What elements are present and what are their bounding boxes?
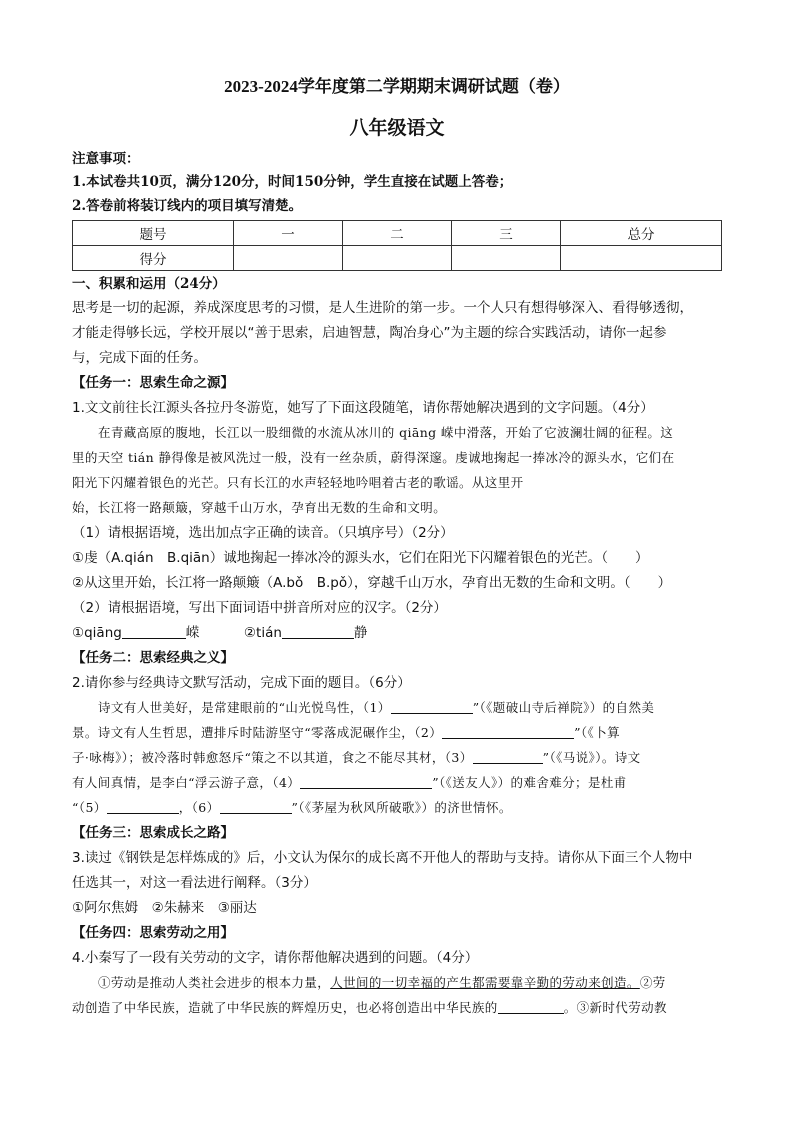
fill-pinyin-2: ②tián: [243, 625, 282, 641]
poetry-text: ”（《送友人》）的难舍难分；是杜甫: [432, 775, 627, 790]
answer-blank[interactable]: [300, 774, 432, 789]
sub-question-2: （2）请根据语境，写出下面词语中拼音所对应的汉字。（2分）: [72, 600, 447, 616]
poetry-text: ”（《题破山寺后禅院》）的自然美: [472, 700, 655, 715]
pronunciation-option-2: ②从这里开始，长江将一路颠簸（A.bǒ B.pǒ），穿越千山万水，孕育出无数的生命和文明。（ ）: [72, 575, 672, 591]
poetry-text: ”（《马说》）。诗文: [542, 750, 641, 765]
notes-heading: 注意事项：: [72, 151, 140, 167]
score-table-score-row: [73, 246, 722, 271]
fill-pinyin-1: ①qiāng: [72, 625, 122, 641]
answer-blank[interactable]: [498, 999, 564, 1014]
fill-char-2: 静: [353, 625, 368, 641]
poetry-text: “（5）: [72, 800, 107, 815]
score-header-cell: 一: [234, 221, 343, 246]
answer-blank[interactable]: [107, 799, 179, 814]
score-cell[interactable]: [452, 246, 561, 271]
task3-title: 【任务三：思索成长之路】: [72, 825, 234, 841]
poetry-line: [72, 698, 750, 718]
answer-blank[interactable]: [473, 749, 543, 764]
poetry-text: 有人间真情，是李白“浮云游子意，（4）: [72, 775, 301, 790]
section1-intro-line: 才能走得够长远，学校开展以“善于思索，启迪智慧，陶冶身心”为主题的综合实践活动，请你一起参: [72, 325, 667, 341]
poetry-line: [72, 798, 724, 818]
poetry-text: ”（《卜算: [574, 725, 620, 740]
section1-intro-line: 思考是一切的起源，养成深度思考的习惯，是人生进阶的第一步。一个人只有想得够深入、看得够透彻，: [72, 300, 693, 316]
question-4: 4.小秦写了一段有关劳动的文字，请你帮他解决遇到的问题。（4分）: [72, 950, 479, 966]
poetry-line: [72, 748, 724, 768]
question-3-cont: 任选其一，对这一看法进行阐释。（3分）: [72, 875, 317, 891]
question-3: 3.读过《钢铁是怎样炼成的》后，小文认为保尔的成长离不开他人的帮助与支持。请你从下面三个人物中: [72, 850, 693, 866]
labor-paragraph-line: [72, 998, 724, 1018]
passage-line: 阳光下闪耀着银色的光芒。只有长江的水声轻轻地吟唱着古老的歌谣。从这里开: [72, 475, 524, 490]
score-cell[interactable]: [561, 246, 722, 271]
passage-line: 始，长江将一路颠簸，穿越千山万水，孕育出无数的生命和文明。: [72, 500, 447, 515]
sub-question-1: （1）请根据语境，选出加点字正确的读音。（只填序号）（2分）: [72, 525, 454, 541]
score-header-cell: 三: [452, 221, 561, 246]
fill-in-row: [72, 623, 724, 643]
section1-intro-line: 与，完成下面的任务。: [72, 350, 207, 366]
notes-item-2: 2.答卷前将装订线内的项目填写清楚。: [72, 198, 303, 214]
poetry-text: ”（《茅屋为秋风所破歌》）的济世情怀。: [291, 800, 512, 815]
pronunciation-option-1: ①虔（A.qián B.qiān）诚地掬起一捧冰冷的源头水，它们在阳光下闪耀着银色的光芒。（ ）: [72, 550, 649, 566]
poetry-text: 子·咏梅》）；被冷落时韩愈怒斥“策之不以其道，食之不能尽其材，（3）: [72, 750, 473, 765]
section1-heading: 一、积累和运用（24分）: [72, 276, 226, 292]
poetry-text: 景。诗文有人生哲思，遭排斥时陆游坚守“零落成泥碾作尘，（2）: [72, 725, 443, 740]
task1-title: 【任务一：思索生命之源】: [72, 375, 234, 391]
labor-text: ①劳动是推动人类社会进步的根本力量，: [98, 975, 331, 990]
passage-line: 里的天空 tián 静得像是被风洗过一般，没有一丝杂质，蔚得深邃。虔诚地掬起一捧冰冷的源头水，它们在: [72, 450, 675, 465]
passage-line: 在青藏高原的腹地，长江以一股细微的水流从冰川的 qiāng 嵘中滑落，开始了它波澜壮阔的征程。这: [98, 425, 674, 440]
answer-blank[interactable]: [282, 624, 354, 639]
exam-subtitle: 八年级语文: [349, 118, 445, 139]
score-cell[interactable]: [234, 246, 343, 271]
fill-char-1: 嵘: [185, 625, 200, 641]
answer-blank[interactable]: [220, 799, 292, 814]
poetry-text: ，（6）: [178, 800, 220, 815]
labor-text: ②劳: [639, 975, 666, 990]
character-options: ①阿尔焦姆 ②朱赫来 ③丽达: [72, 900, 257, 916]
score-table: [72, 220, 722, 271]
task2-title: 【任务二：思索经典之义】: [72, 650, 234, 666]
poetry-line: [72, 723, 724, 743]
score-header-cell: 二: [343, 221, 452, 246]
underlined-sentence: 人世间的一切幸福的产生都需要靠辛勤的劳动来创造。: [330, 975, 640, 990]
answer-blank[interactable]: [391, 699, 473, 714]
labor-paragraph-line: [72, 973, 750, 993]
score-row-label: 得分: [73, 246, 234, 271]
task4-title: 【任务四：思索劳动之用】: [72, 925, 234, 941]
answer-blank[interactable]: [442, 724, 574, 739]
notes-item-1: 1.本试卷共10页，满分120分，时间150分钟，学生直接在试题上答卷；: [72, 174, 513, 190]
question-1: 1.文文前往长江源头各拉丹冬游览，她写了下面这段随笔，请你帮她解决遇到的文字问题。（4分）: [72, 400, 654, 416]
labor-text: 动创造了中华民族，造就了中华民族的辉煌历史，也必将创造出中华民族的: [72, 1000, 498, 1015]
exam-title: 2023-2024学年度第二学期期末调研试题（卷）: [224, 77, 570, 96]
labor-text: 。③新时代劳动教: [563, 1000, 667, 1015]
answer-blank[interactable]: [122, 624, 186, 639]
question-2: 2.请你参与经典诗文默写活动，完成下面的题目。（6分）: [72, 675, 411, 691]
score-table-header-row: [73, 221, 722, 246]
score-header-cell: 总分: [561, 221, 722, 246]
poetry-text: 诗文有人世美好，是常建眼前的“山光悦鸟性，（1）: [98, 700, 391, 715]
score-cell[interactable]: [343, 246, 452, 271]
score-header-cell: 题号: [73, 221, 234, 246]
poetry-line: [72, 773, 724, 793]
